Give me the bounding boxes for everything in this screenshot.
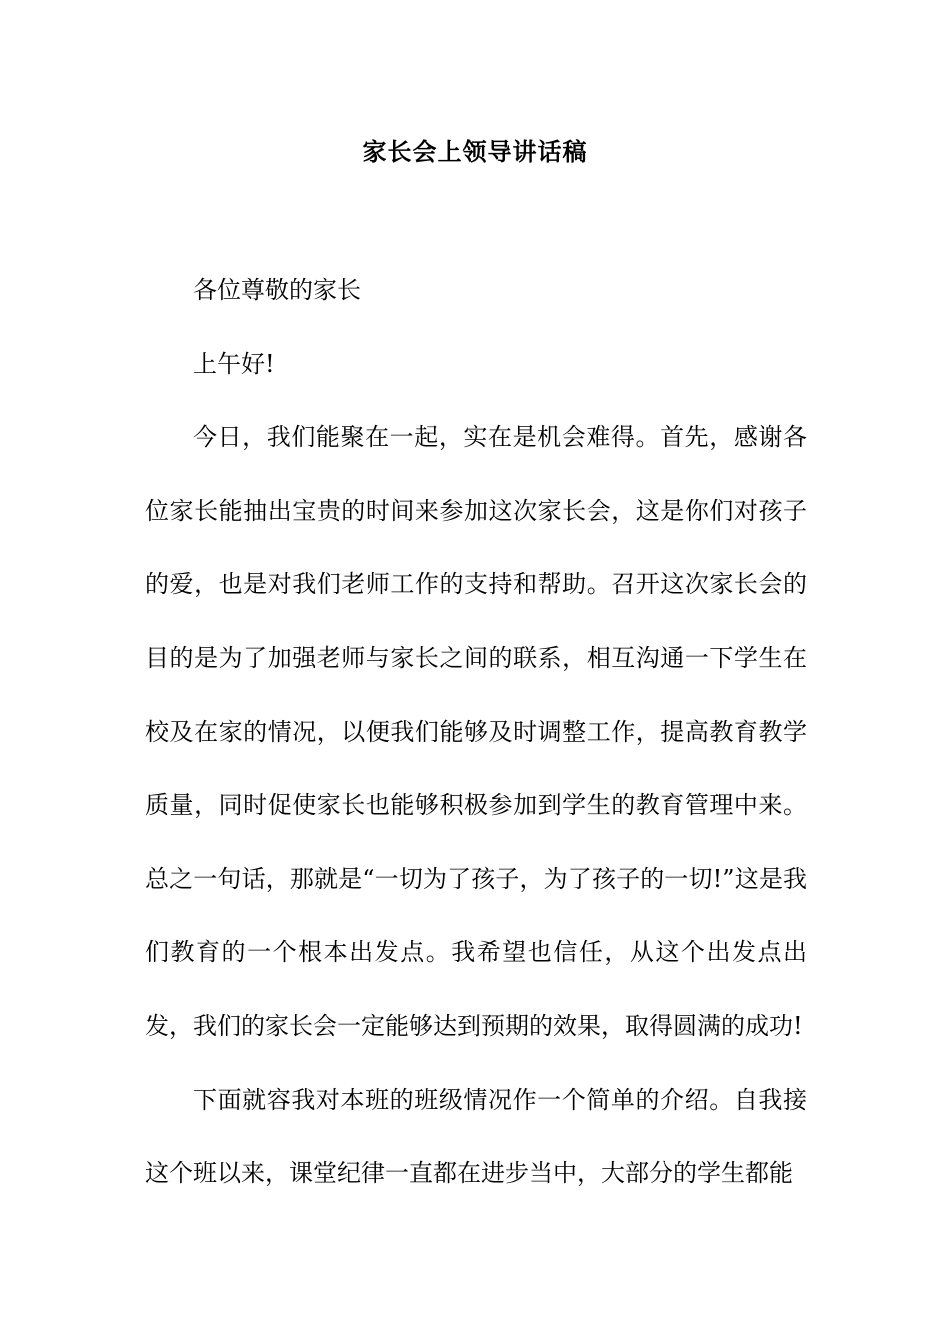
- paragraph-opening: 今日，我们能聚在一起，实在是机会难得。首先，感谢各位家长能抽出宝贵的时间来参加这次家长会，这是你们对孩子的爱，也是对我们老师工作的支持和帮助。召开这次家长会的目的是为了加强老师与家长之间的联系，相互沟通一下学生在校及在家的情况，以便我们能够及时调整工作，提高教育教学质量，同时促使家长也能够积极参加到学生的教育管理中来。总之一句话，那就是“一切为了孩子，为了孩子的一切!”这是我们教育的一个根本出发点。我希望也信任，从这个出发点出发，我们的家长会一定能够达到预期的效果，取得圆满的成功!: [145, 423, 807, 1040]
- paragraph-greeting: 上午好!: [193, 349, 275, 378]
- paragraph-class-intro: 下面就容我对本班的班级情况作一个简单的介绍。自我接这个班以来，课堂纪律一直都在进步当中，大部分的学生都能: [145, 1085, 807, 1188]
- document-title: 家长会上领导讲话稿: [362, 138, 588, 166]
- document-body: [145, 254, 807, 1211]
- paragraph-salutation: 各位尊敬的家长: [193, 276, 361, 304]
